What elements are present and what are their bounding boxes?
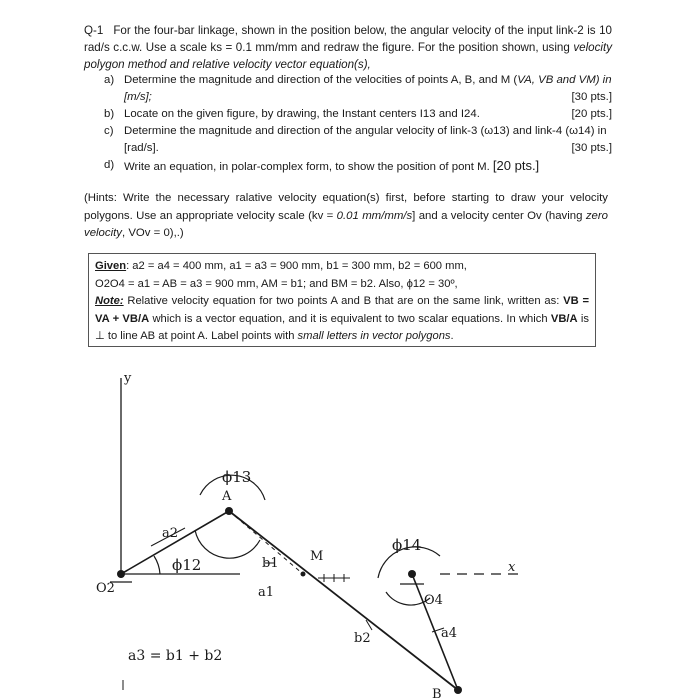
part-b-points: [20 pts.] <box>571 108 612 120</box>
hints: (Hints: Write the necessary ralative velocity equation(s) first, before starting to draw your velocity polygons. Use an appropriate velocity scale (kv = 0.01 mm/mm/s] and a velocity center Ov (having zero velocity, VOv = 0),.) <box>84 192 608 239</box>
pin-O2 <box>117 570 125 578</box>
question-intro: For the four-bar linkage, shown in the position below, the angular velocity of the input link-2 is 10 rad/s c.c.w. Use a scale ks = 0.1 mm/mm and redraw the figure. For the position shown, using <box>84 24 612 54</box>
question-number: Q-1 <box>84 24 104 37</box>
phi14-label: ϕ14 <box>392 536 422 554</box>
M-label: M <box>310 549 324 564</box>
phi12-label: ϕ12 <box>172 556 202 574</box>
O2-label: O2 <box>96 581 115 596</box>
part-a-points: [30 pts.] <box>571 91 612 103</box>
pin-O4 <box>408 570 416 578</box>
point-A-label: A <box>222 489 232 504</box>
part-c-points: [30 pts.] <box>571 142 612 154</box>
given-box: Given: a2 = a4 = 400 mm, a1 = a3 = 900 mm, b1 = 300 mm, b2 = 600 mm, O2O4 = a1 = AB = a3 = 900 mm, AM = b1; and BM = b2. Also, ϕ12 = 30º, Note: Relative velocity equation for two points A and B that are on the same link, written as: VB = VA + VB/A which is a vector equation, and it is equivalent to two scalar equations. In which VB/A is ⊥ to line AB at point A. Label points with small letters in vector polygons. <box>88 253 596 347</box>
b2-label: b2 <box>354 631 371 646</box>
a1-label: a1 <box>258 585 275 600</box>
question-method: velocity polygon method and relative velocity vector equation(s), <box>84 41 612 71</box>
b1-label: b1 <box>262 556 279 571</box>
B-label: B <box>432 687 442 700</box>
a4-label: a4 <box>441 626 458 641</box>
point-M <box>301 572 306 577</box>
part-d: d) Write an equation, in polar-complex form, to show the position of pont M. [20 pts.] <box>104 158 540 173</box>
given-label: Given <box>95 260 127 272</box>
note-label: Note: <box>95 295 124 307</box>
a2-label: a2 <box>162 526 179 541</box>
part-c: c) Determine the magnitude and direction of the angular velocity of link-3 (ω13) and link-4 (ω14) in [rad/s]. [30 pts.] <box>104 123 612 157</box>
phi13-label: ϕ13 <box>222 468 252 486</box>
part-d-points: [20 pts.] <box>492 158 540 173</box>
x-label: x <box>508 560 516 575</box>
y-label: y <box>124 371 132 386</box>
pin-B <box>454 686 462 694</box>
part-a: a) Determine the magnitude and direction of the velocities of points A, B, and M (VA, VB and VM) in [m/s]; [30 pts.] <box>104 72 612 106</box>
link-equation: a3 = b1 + b2 <box>128 648 223 664</box>
part-b: b) Locate on the given figure, by drawing, the Instant centers I13 and I24. [20 pts.] <box>104 106 612 123</box>
phi12-arc <box>154 556 160 574</box>
pin-A <box>225 507 233 515</box>
O4-label: O4 <box>424 593 443 608</box>
